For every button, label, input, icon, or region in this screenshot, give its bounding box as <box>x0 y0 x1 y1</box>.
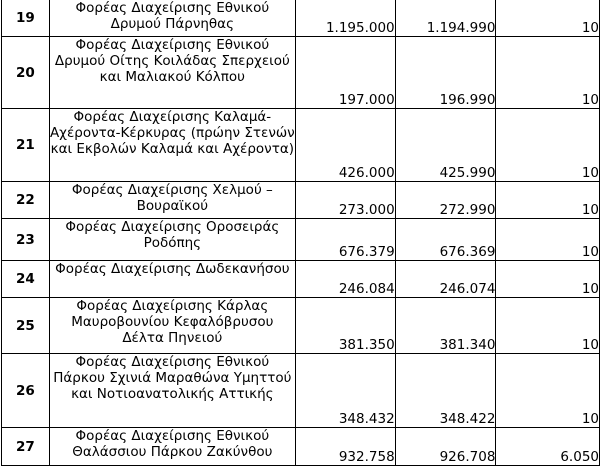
row-number: 24 <box>2 261 50 298</box>
amount-cell: 381.340 <box>395 298 496 354</box>
amount-cell: 426.000 <box>295 109 395 182</box>
amount-cell: 676.379 <box>295 219 395 261</box>
amount-cell: 10 <box>496 261 600 298</box>
row-number: 23 <box>2 219 50 261</box>
row-number: 22 <box>2 182 50 219</box>
amount-cell: 10 <box>496 109 600 182</box>
amount-cell: 10 <box>496 298 600 354</box>
amount-cell: 10 <box>496 182 600 219</box>
agency-name-cell: Φορέας Διαχείρισης Δωδεκανήσου <box>49 261 295 298</box>
row-number: 20 <box>2 37 50 109</box>
agency-name-cell: Φορέας Διαχείρισης Κάρλας Μαυροβουνίου Κεφαλόβρυσου Δέλτα Πηνειού <box>49 298 295 354</box>
agency-name-cell: Φορέας Διαχείρισης Εθνικού Δρυμού Πάρνηθας <box>49 0 295 37</box>
amount-cell: 10 <box>496 37 600 109</box>
row-number: 27 <box>2 428 50 466</box>
amount-cell: 246.084 <box>295 261 395 298</box>
amount-cell: 676.369 <box>395 219 496 261</box>
agency-name-cell: Φορέας Διαχείρισης Εθνικού Δρυμού Οίτης Κοιλάδας Σπερχειού και Μαλιακού Κόλπου <box>49 37 295 109</box>
amount-cell: 197.000 <box>295 37 395 109</box>
amount-cell: 1.195.000 <box>295 0 395 37</box>
table-row <box>2 182 600 219</box>
row-number: 19 <box>2 0 50 37</box>
table-row <box>2 298 600 354</box>
agency-name-cell: Φορέας Διαχείρισης Οροσειράς Ροδόπης <box>49 219 295 261</box>
agency-name-cell: Φορέας Διαχείρισης Χελμού – Βουραϊκού <box>49 182 295 219</box>
table-row <box>2 0 600 37</box>
amount-cell: 10 <box>496 219 600 261</box>
amount-cell: 348.432 <box>295 354 395 428</box>
amount-cell: 273.000 <box>295 182 395 219</box>
amount-cell: 932.758 <box>295 428 395 466</box>
budget-table <box>1 0 600 466</box>
amount-cell: 1.194.990 <box>395 0 496 37</box>
agency-name-cell: Φορέας Διαχείρισης Εθνικού Πάρκου Σχινιά Μαραθώνα Υμηττού και Νοτιοανατολικής Αττικής <box>49 354 295 428</box>
amount-cell: 10 <box>496 354 600 428</box>
row-number: 21 <box>2 109 50 182</box>
amount-cell: 348.422 <box>395 354 496 428</box>
table-row <box>2 109 600 182</box>
amount-cell: 425.990 <box>395 109 496 182</box>
amount-cell: 381.350 <box>295 298 395 354</box>
row-number: 26 <box>2 354 50 428</box>
agency-name-cell: Φορέας Διαχείρισης Καλαμά-Αχέροντα-Κέρκυρας (πρώην Στενών και Εκβολών Καλαμά και Αχέροντα) <box>49 109 295 182</box>
row-number: 25 <box>2 298 50 354</box>
amount-cell: 196.990 <box>395 37 496 109</box>
table-row <box>2 37 600 109</box>
agency-name-cell: Φορέας Διαχείρισης Εθνικού Θαλάσσιου Πάρκου Ζακύνθου <box>49 428 295 466</box>
amount-cell: 272.990 <box>395 182 496 219</box>
table-row <box>2 261 600 298</box>
table-row <box>2 219 600 261</box>
amount-cell: 6.050 <box>496 428 600 466</box>
table-row <box>2 428 600 466</box>
amount-cell: 926.708 <box>395 428 496 466</box>
amount-cell: 10 <box>496 0 600 37</box>
amount-cell: 246.074 <box>395 261 496 298</box>
table-row <box>2 354 600 428</box>
